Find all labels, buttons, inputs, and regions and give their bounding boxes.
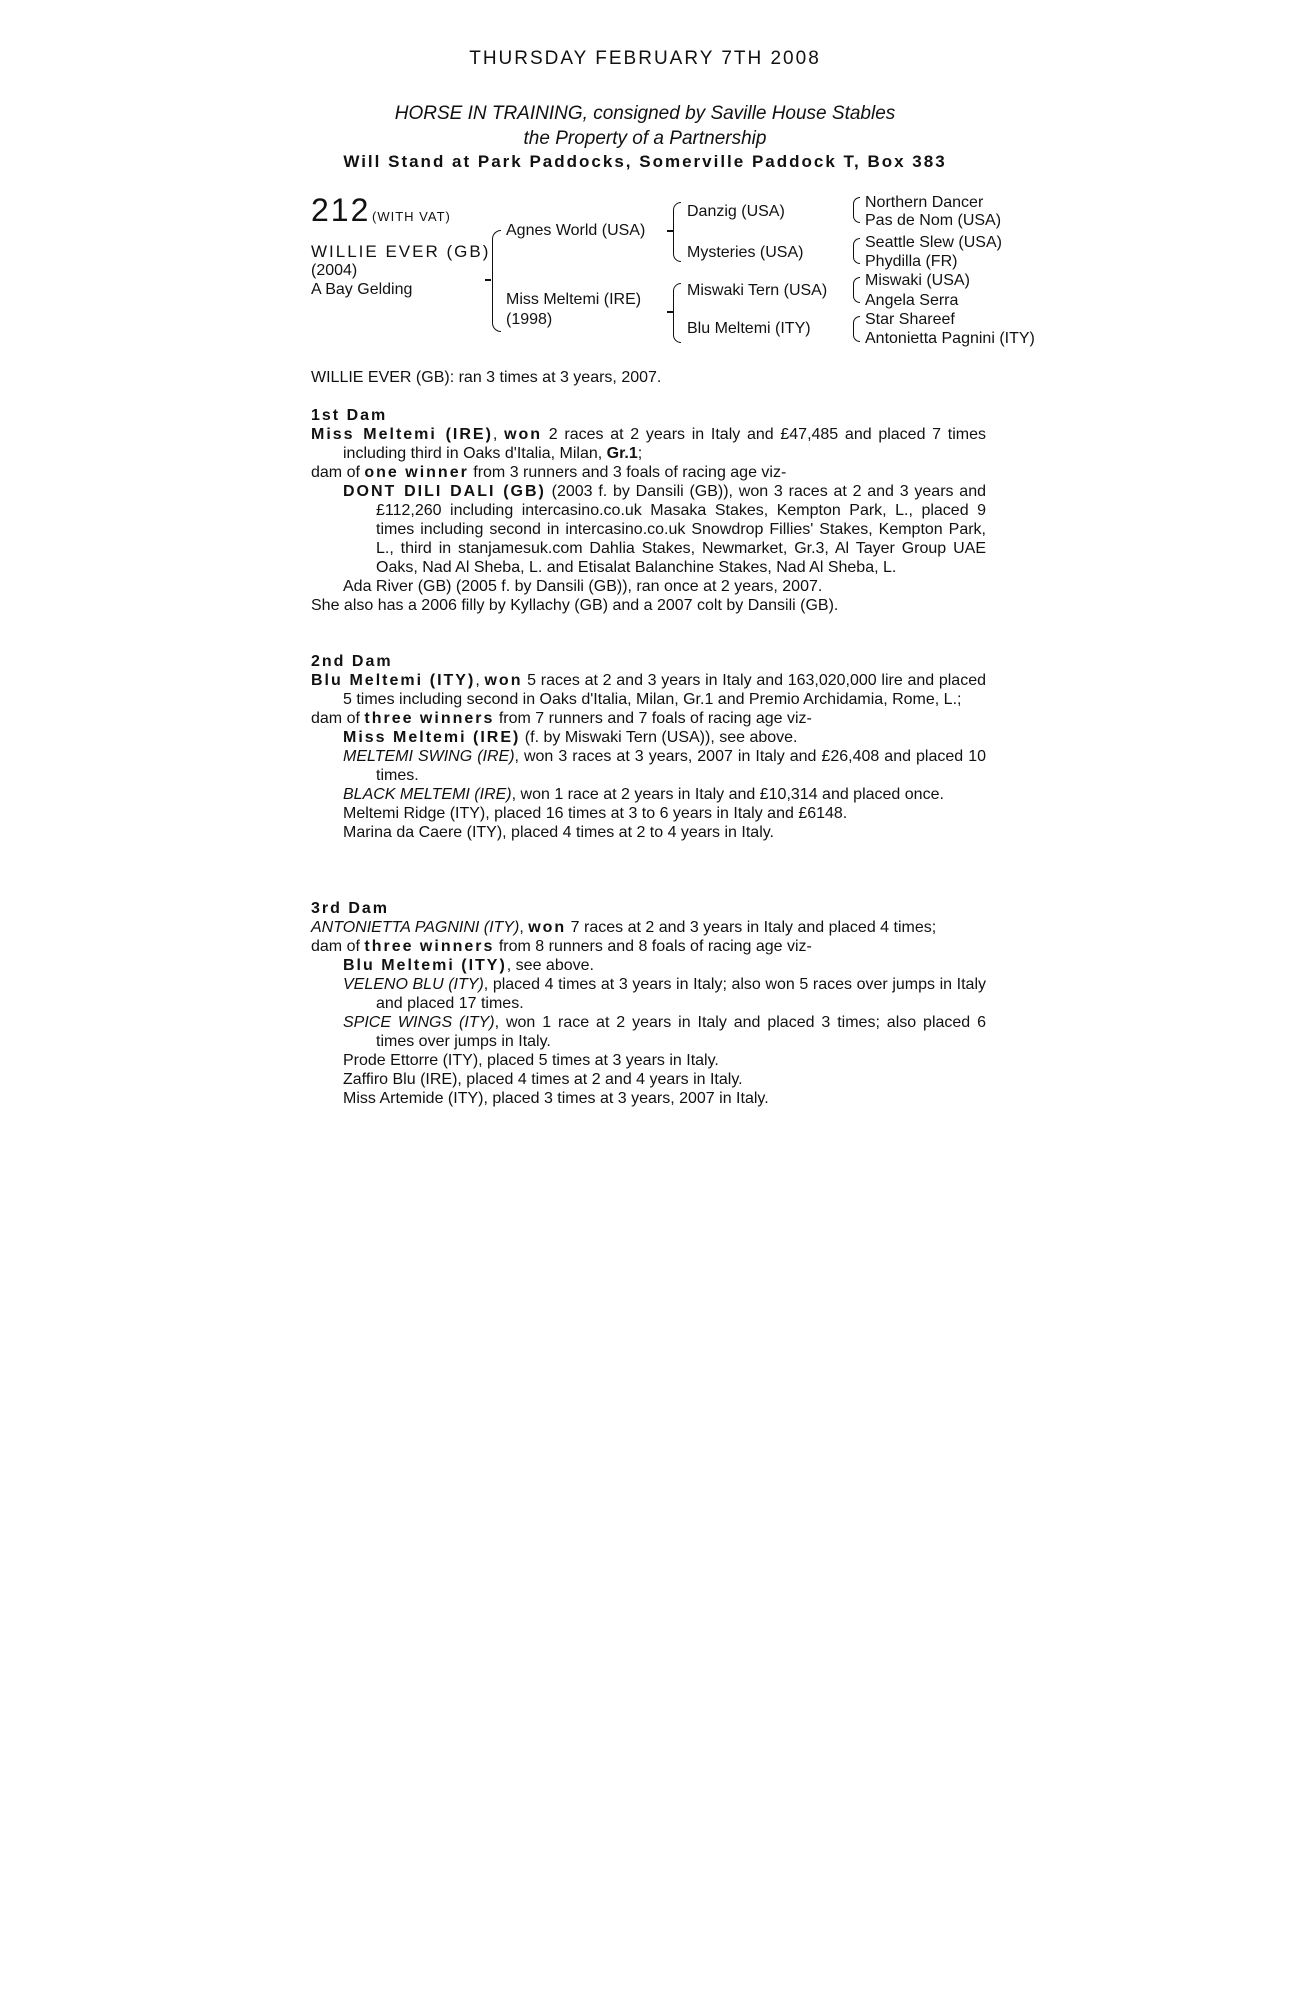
sale-date: THURSDAY FEBRUARY 7TH 2008: [469, 48, 821, 69]
second-dam-dam-of: dam of: [311, 710, 365, 727]
third-dam-section: [311, 899, 986, 1108]
sire-sire-sire: Northern Dancer: [865, 194, 984, 211]
produce-text: , see above.: [506, 957, 594, 974]
produce-text: , won 1 race at 2 years in Italy and £10,314 and placed once.: [511, 786, 944, 803]
second-dam-produce-5: Marina da Caere (ITY), placed 4 times at 2 to 4 years in Italy.: [343, 824, 774, 841]
produce-text: (2003 f. by Dansili (GB)), won 3 races at 2 and 3 years and £112,260 including intercasino.co.uk Masaka Stakes, Kempton Park, L., placed 9 times including second in intercasino.co.uk Snowdrop Fillies' Stakes, Kempton Park, L., third in stanjamesuk.com Dahlia Stakes, Newmarket, Gr.3, Al Tayer Group UAE Oaks, Nad Al Sheba, L. and Etisalat Balanchine Stakes, Nad Al Sheba, L.: [376, 483, 986, 576]
third-dam-produce-line: [311, 937, 986, 956]
first-dam-produce-line: [311, 463, 986, 482]
sire-dam: Mysteries (USA): [687, 244, 804, 261]
first-dam-produce-1: [311, 482, 986, 577]
third-dam-produce-1: [311, 956, 986, 975]
third-dam-heading: 3rd Dam: [311, 900, 390, 917]
brace-sd: [853, 238, 860, 264]
brace-dd: [853, 316, 860, 342]
first-dam-won: won: [504, 426, 543, 443]
location-line: Will Stand at Park Paddocks, Somerville Paddock T, Box 383: [343, 152, 947, 171]
second-dam-won: won: [484, 672, 523, 689]
second-dam-winners: three winners: [364, 710, 495, 727]
brace-ss: [853, 197, 860, 223]
race-summary: WILLIE EVER (GB): ran 3 times at 3 years, 2007.: [311, 369, 662, 386]
second-dam-record: Blu Meltemi (ITY), won 5 races at 2 and 3 years in Italy and 163,020,000 lire and placed 5 times including second in Oaks d'Italia, Milan, Gr.1 and Premio Archidamia, Rome, L.;: [311, 672, 987, 708]
produce-text: , won 3 races at 3 years, 2007 in Italy and £26,408 and placed 10 times.: [376, 748, 986, 784]
produce-text: , placed 4 times at 3 years in Italy; also won 5 races over jumps in Italy and placed 17 times.: [376, 976, 986, 1012]
pedigree-brace-main: [492, 230, 501, 332]
dam-sire: Miswaki Tern (USA): [687, 282, 828, 299]
pedigree-brace-dam: [673, 283, 681, 343]
produce-name: BLACK MELTEMI (IRE): [343, 786, 512, 803]
third-dam-produce-4: Prode Ettorre (ITY), placed 5 times at 3 years in Italy.: [343, 1052, 719, 1069]
third-dam-produce-2: [311, 975, 986, 1013]
second-dam-produce-3: [311, 785, 986, 804]
second-dam-runners: from 7 runners and 7 foals of racing age viz-: [494, 710, 812, 727]
dam-dam: Blu Meltemi (ITY): [687, 320, 811, 337]
first-dam-section: [311, 406, 986, 615]
third-dam-name: ANTONIETTA PAGNINI (ITY): [311, 919, 520, 936]
horse-name: WILLIE EVER (GB): [311, 242, 491, 261]
produce-name: MELTEMI SWING (IRE): [343, 748, 515, 765]
second-dam-produce-line: [311, 709, 986, 728]
dam: Miss Meltemi (IRE): [506, 291, 642, 308]
first-dam-produce-2: Ada River (GB) (2005 f. by Dansili (GB)), ran once at 2 years, 2007.: [343, 578, 823, 595]
produce-name: SPICE WINGS (ITY): [343, 1014, 495, 1031]
sire-dam-dam: Phydilla (FR): [865, 253, 958, 270]
first-dam-dam-of: dam of: [311, 464, 365, 481]
dam-dam-sire: Star Shareef: [865, 311, 955, 328]
produce-text: , won 1 race at 2 years in Italy and placed 3 times; also placed 6 times over jumps in Italy.: [376, 1014, 987, 1050]
dam-dam-dam: Antonietta Pagnini (ITY): [865, 330, 1035, 347]
third-dam-produce-6: Miss Artemide (ITY), placed 3 times at 3 years, 2007 in Italy.: [343, 1090, 769, 1107]
second-dam-produce-4: Meltemi Ridge (ITY), placed 16 times at 3 to 6 years in Italy and £6148.: [343, 805, 848, 822]
third-dam-winners: three winners: [364, 938, 495, 955]
first-dam-name: Miss Meltemi (IRE): [311, 426, 493, 443]
lot-vat: (WITH VAT): [372, 209, 451, 224]
sire-sire-dam: Pas de Nom (USA): [865, 212, 1002, 229]
produce-name: VELENO BLU (ITY): [343, 976, 484, 993]
dam-year: (1998): [506, 311, 553, 328]
produce-name: Blu Meltemi (ITY): [343, 957, 507, 974]
sire-dam-sire: Seattle Slew (USA): [865, 234, 1002, 251]
second-dam-record-text: 5 races at 2 and 3 years in Italy and 163,020,000 lire and placed 5 times including second in Oaks d'Italia, Milan, Gr.1 and Premio Archidamia, Rome, L.;: [343, 672, 987, 708]
first-dam-also: She also has a 2006 filly by Kyllachy (GB) and a 2007 colt by Dansili (GB).: [311, 597, 839, 614]
first-dam-record-end: ;: [637, 445, 643, 462]
first-dam-winners: one winner: [364, 464, 469, 481]
sire-sire: Danzig (USA): [687, 203, 785, 220]
third-dam-dam-of: dam of: [311, 938, 365, 955]
pedigree-brace-sire-tip: [667, 230, 673, 232]
dam-sire-dam: Angela Serra: [865, 292, 959, 309]
horse-description: A Bay Gelding: [311, 281, 413, 298]
first-dam-runners: from 3 runners and 3 foals of racing age viz-: [468, 464, 787, 481]
brace-ds: [853, 277, 860, 303]
dam-sire-sire: Miswaki (USA): [865, 272, 970, 289]
second-dam-produce-1: [311, 728, 986, 747]
pedigree-brace-dam-tip: [667, 311, 673, 313]
third-dam-produce-5: Zaffiro Blu (IRE), placed 4 times at 2 and 4 years in Italy.: [343, 1071, 743, 1088]
third-dam-won: won: [528, 919, 567, 936]
second-dam-section: [311, 652, 986, 842]
consignment-line: HORSE IN TRAINING, consigned by Saville House Stables: [394, 103, 896, 124]
property-line: the Property of a Partnership: [523, 128, 767, 149]
third-dam-produce-3: [311, 1013, 986, 1051]
sire: Agnes World (USA): [506, 222, 646, 239]
third-dam-record-text: 7 races at 2 and 3 years in Italy and placed 4 times;: [566, 919, 937, 936]
third-dam-runners: from 8 runners and 8 foals of racing age viz-: [494, 938, 812, 955]
first-dam-record-text: 2 races at 2 years in Italy and £47,485 and placed 7 times including third in Oaks d'Italia, Milan,: [343, 426, 987, 462]
first-dam-heading: 1st Dam: [311, 407, 388, 424]
first-dam-record: Miss Meltemi (IRE), won 2 races at 2 years in Italy and £47,485 and placed 7 times including third in Oaks d'Italia, Milan, Gr.1;: [311, 426, 987, 462]
pedigree-brace-sire: [673, 202, 681, 262]
horse-year: (2004): [311, 262, 358, 279]
second-dam-produce-2: [311, 747, 986, 785]
second-dam-name: Blu Meltemi (ITY): [311, 672, 476, 689]
produce-text: (f. by Miswaki Tern (USA)), see above.: [520, 729, 798, 746]
first-dam-grade: Gr.1: [606, 445, 638, 462]
produce-name: DONT DILI DALI (GB): [343, 483, 546, 500]
pedigree-brace-main-tip: [485, 279, 491, 281]
produce-name: Miss Meltemi (IRE): [343, 729, 521, 746]
lot-number: 212: [311, 192, 371, 228]
second-dam-heading: 2nd Dam: [311, 653, 393, 670]
third-dam-record: ANTONIETTA PAGNINI (ITY), won 7 races at 2 and 3 years in Italy and placed 4 times;: [311, 919, 937, 936]
